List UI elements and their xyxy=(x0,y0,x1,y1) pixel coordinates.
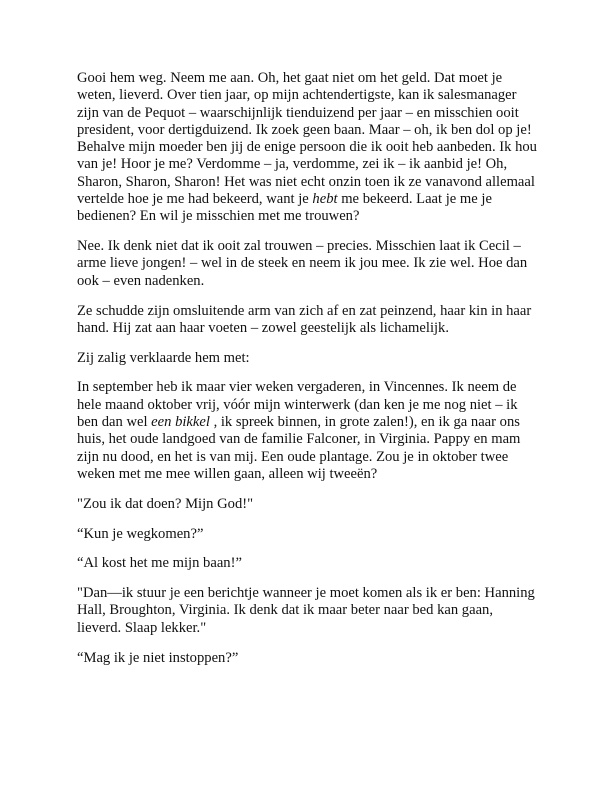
paragraph-5 xyxy=(77,379,538,483)
paragraph-text: Gooi hem weg. Neem me aan. Oh, het gaat niet om het geld. Dat moet je weten, lieverd. Over tien jaar, op mijn achtendertigste, kan ik salesmanager zijn van de Pequot – waarschijnlijk tienduizend per jaar – en misschien ooit president, voor dertigduizend. Ik zoek geen baan. Maar – oh, ik ben dol op je! Behalve mijn moeder ben jij de enige persoon die ik ooit heb aanbeden. Ik hou van je! Hoor je me? Verdomme – ja, verdomme, zei ik – ik aanbid je! Oh, Sharon, Sharon, Sharon! Het was niet echt onzin toen ik ze vanavond allemaal vertelde hoe je me had bekeerd, want je xyxy=(77,70,537,208)
paragraph-text: “Kun je wegkomen?” xyxy=(77,525,204,542)
paragraph-text: Ze schudde zijn omsluitende arm van zich af en zat peinzend, haar kin in haar hand. Hij zat aan haar voeten – zowel geestelijk als lichamelijk. xyxy=(77,302,532,336)
paragraph-emphasis: een bikkel xyxy=(151,414,210,431)
paragraph-text: In september heb ik maar vier weken vergaderen, in Vincennes. Ik neem de hele maand oktober vrij, vóór mijn winterwerk (dan ken je me nog niet – ik ben dan wel xyxy=(77,379,518,431)
paragraph-text: "Zou ik dat doen? Mijn God!" xyxy=(77,495,254,512)
paragraph-text-continued: me bekeerd. Laat je me je bedienen? En wil je misschien met me trouwen? xyxy=(77,191,492,225)
paragraph-emphasis: hebt xyxy=(312,191,338,208)
paragraph-3 xyxy=(77,303,538,338)
paragraph-1 xyxy=(77,70,538,226)
paragraph-4 xyxy=(77,350,538,367)
paragraph-text-continued: , ik spreek binnen, in grote zalen!), en ik ga naar ons huis, het oude landgoed van de familie Falconer, in Virginia. Pappy en mam zijn nu dood, en het is van mij. Een oude plantage. Zou je in oktober twee weken met me mee willen gaan, alleen wij tweeën? xyxy=(77,414,521,482)
paragraph-8 xyxy=(77,555,538,572)
paragraph-6 xyxy=(77,496,538,513)
paragraph-10 xyxy=(77,650,538,667)
paragraph-text: Nee. Ik denk niet dat ik ooit zal trouwen – precies. Misschien laat ik Cecil – arme lieve jongen! – wel in de steek en neem ik jou mee. Ik zie wel. Hoe dan ook – even nadenken. xyxy=(77,238,528,289)
paragraph-9 xyxy=(77,585,538,637)
paragraph-2 xyxy=(77,238,538,290)
paragraph-text: “Al kost het me mijn baan!” xyxy=(77,555,242,572)
paragraph-text: “Mag ik je niet instoppen?” xyxy=(77,649,239,666)
paragraph-text: "Dan—ik stuur je een berichtje wanneer je moet komen als ik er ben: Hanning Hall, Broughton, Virginia. Ik denk dat ik maar beter naar bed kan gaan, lieverd. Slaap lekker." xyxy=(77,585,535,636)
paragraph-7 xyxy=(77,526,538,543)
paragraph-text: Zij zalig verklaarde hem met: xyxy=(77,349,250,366)
